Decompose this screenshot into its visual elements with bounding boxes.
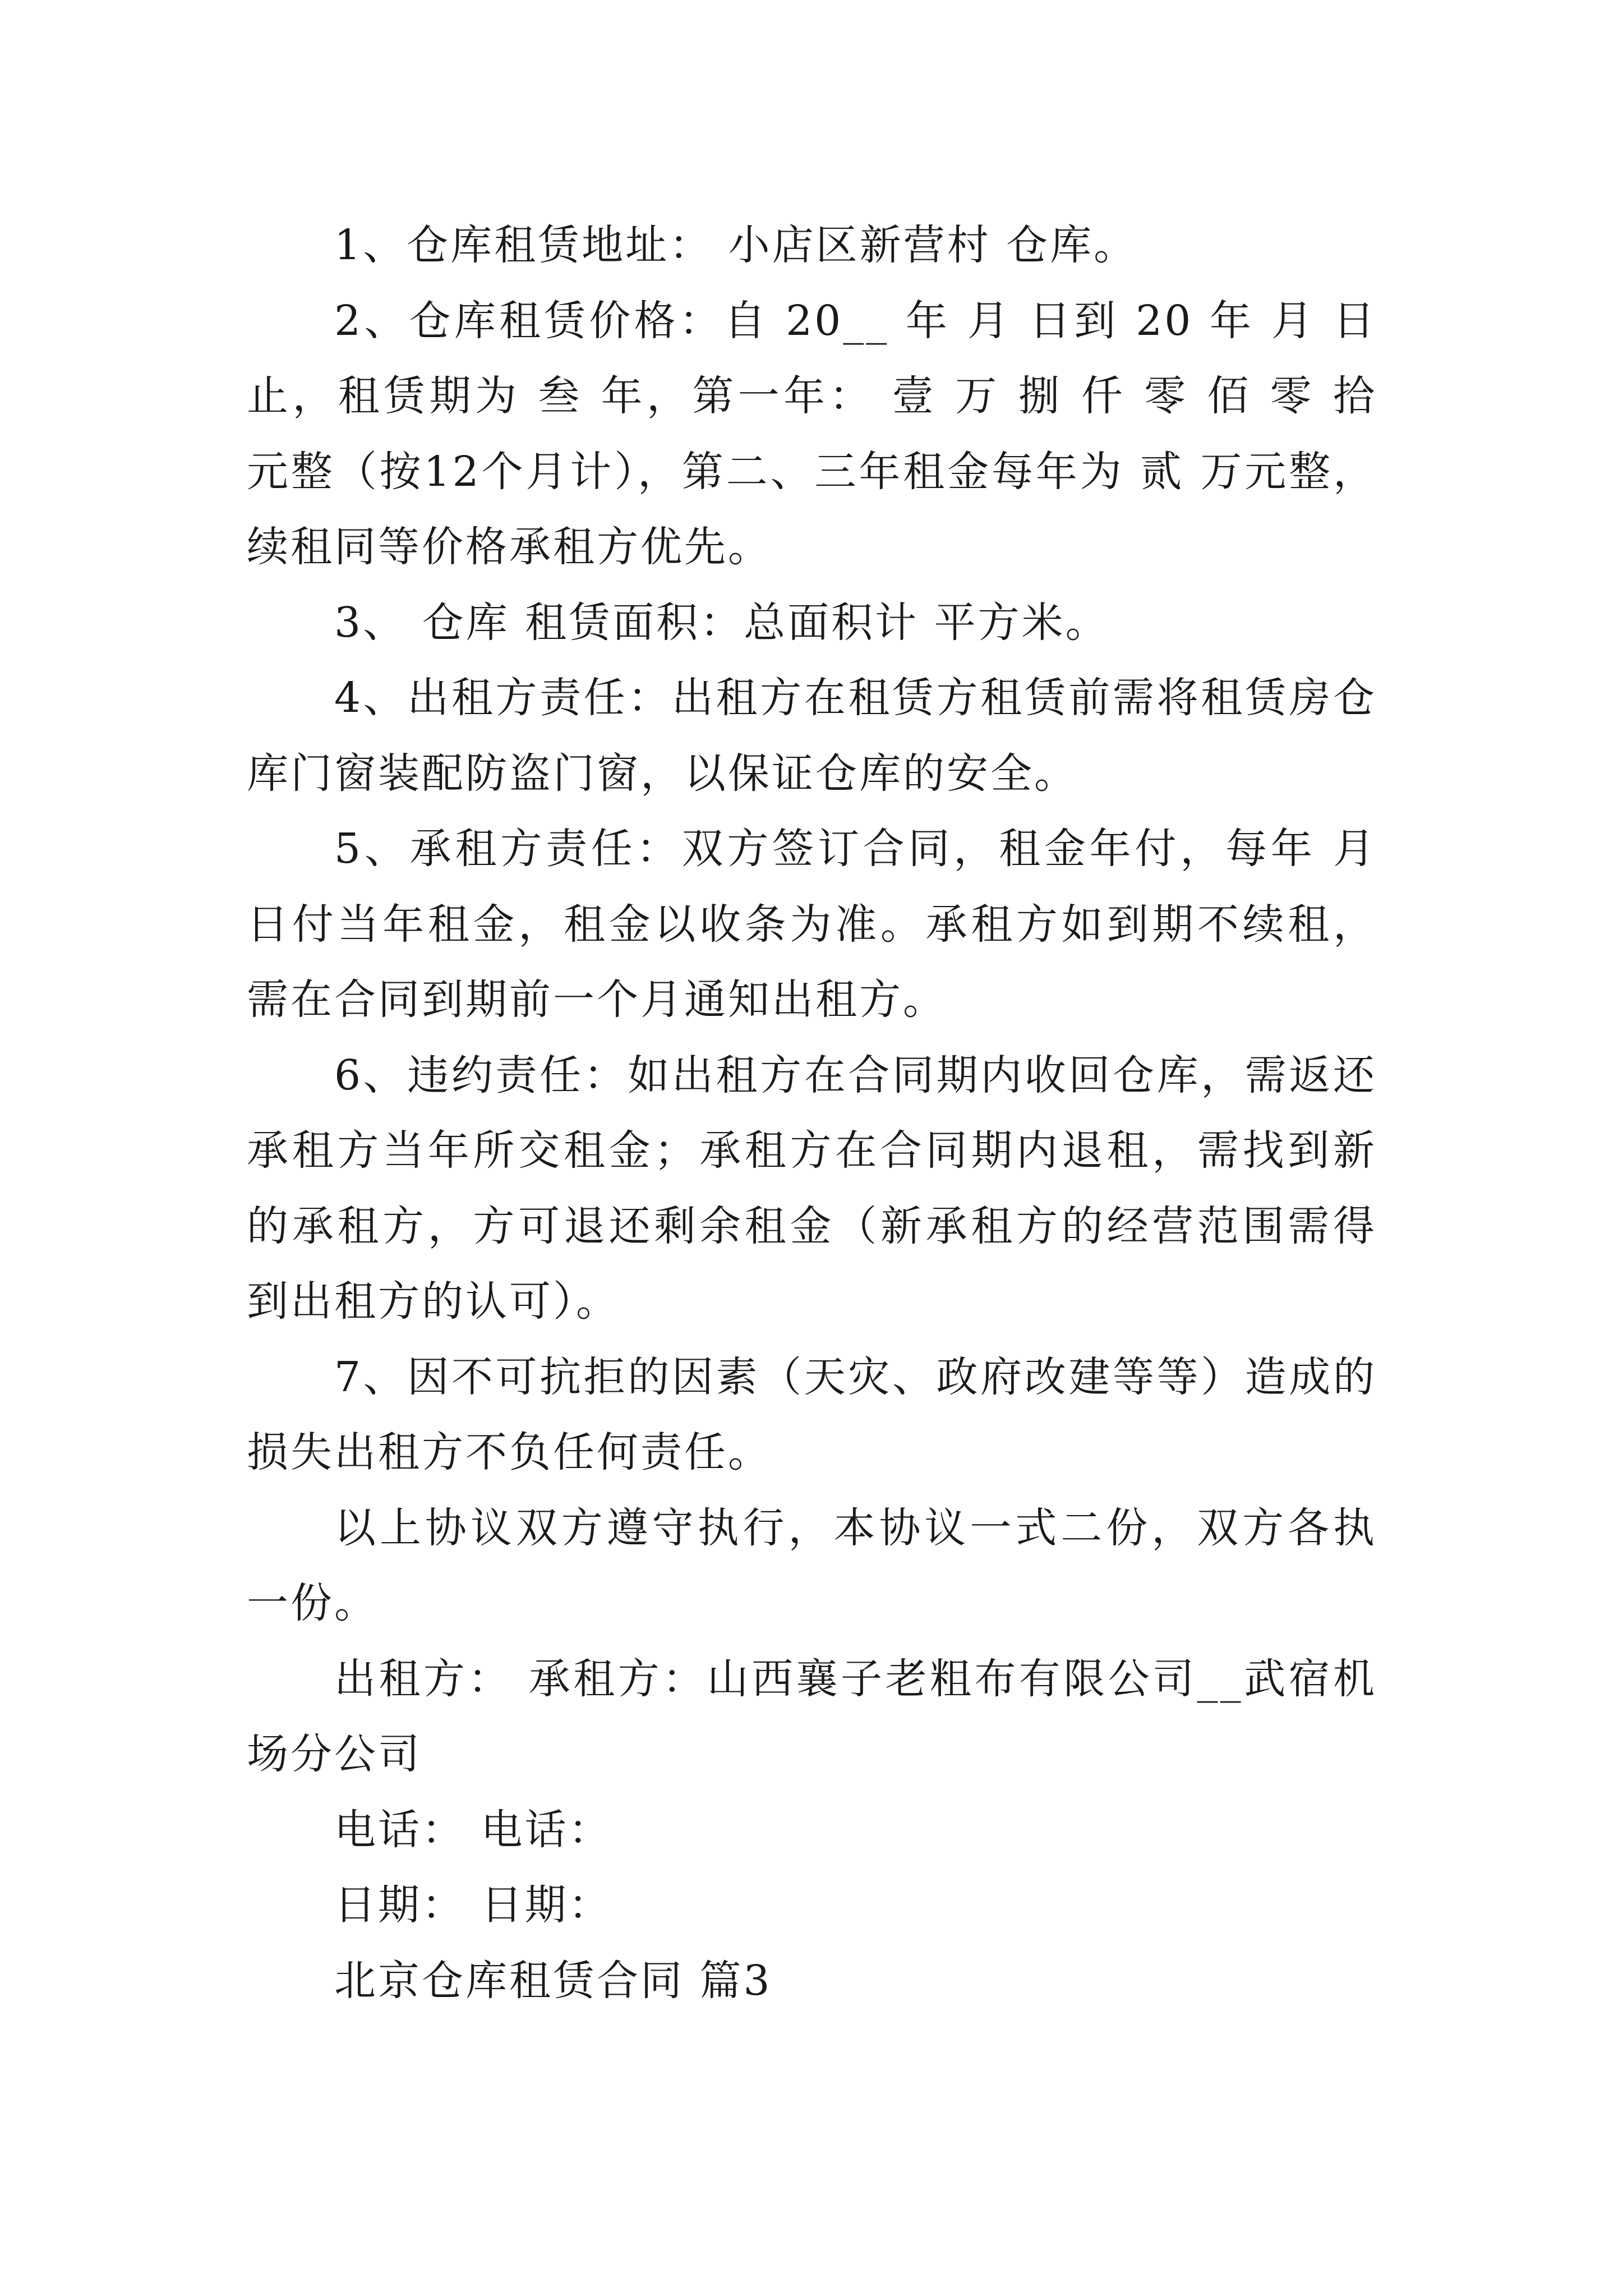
parties-line: 出租方： 承租方：山西襄子老粗布有限公司__武宿机场分公司 <box>247 1654 1377 1778</box>
contract-body <box>247 208 1393 2018</box>
clause-7-force-majeure: 7、因不可抗拒的因素（天灾、政府改建等等）造成的损失出租方不负任何责任。 <box>247 1352 1377 1476</box>
clause-6-breach-liability: 6、违约责任：如出租方在合同期内收回仓库，需返还承租方当年所交租金；承租方在合同期内退租，需找到新的承租方，方可退还剩余租金（新承租方的经营范围需得到出租方的认可）。 <box>247 1051 1377 1326</box>
agreement-copies-note: 以上协议双方遵守执行，本协议一式二份，双方各执一份。 <box>247 1503 1377 1627</box>
clause-2-lease-price: 2、仓库租赁价格：自 20__ 年 月 日到 20 年 月 日止，租赁期为 叁 年，第一年： 壹 万 捌 仟 零 佰 零 拾 元整（按12个月计），第二、三年租金每年为 贰 万元整，续租同等价格承租方优先。 <box>247 296 1393 571</box>
clause-4-lessor-duty: 4、出租方责任：出租方在租赁方租赁前需将租赁房仓库门窗装配防盗门窗，以保证仓库的安全。 <box>247 674 1377 798</box>
next-section-heading: 北京仓库租赁合同 篇3 <box>334 1956 772 2005</box>
clause-5-lessee-duty: 5、承租方责任：双方签订合同，租金年付，每年 月日付当年租金，租金以收条为准。承租方如到期不续租，需在合同到期前一个月通知出租方。 <box>247 825 1377 1024</box>
phone-line: 电话： 电话： <box>334 1805 612 1854</box>
clause-3-lease-area: 3、 仓库 租赁面积：总面积计 平方米。 <box>334 598 1109 647</box>
date-line: 日期： 日期： <box>334 1881 612 1929</box>
clause-1-lease-address: 1、仓库租赁地址： 小店区新营村 仓库。 <box>334 221 1138 269</box>
